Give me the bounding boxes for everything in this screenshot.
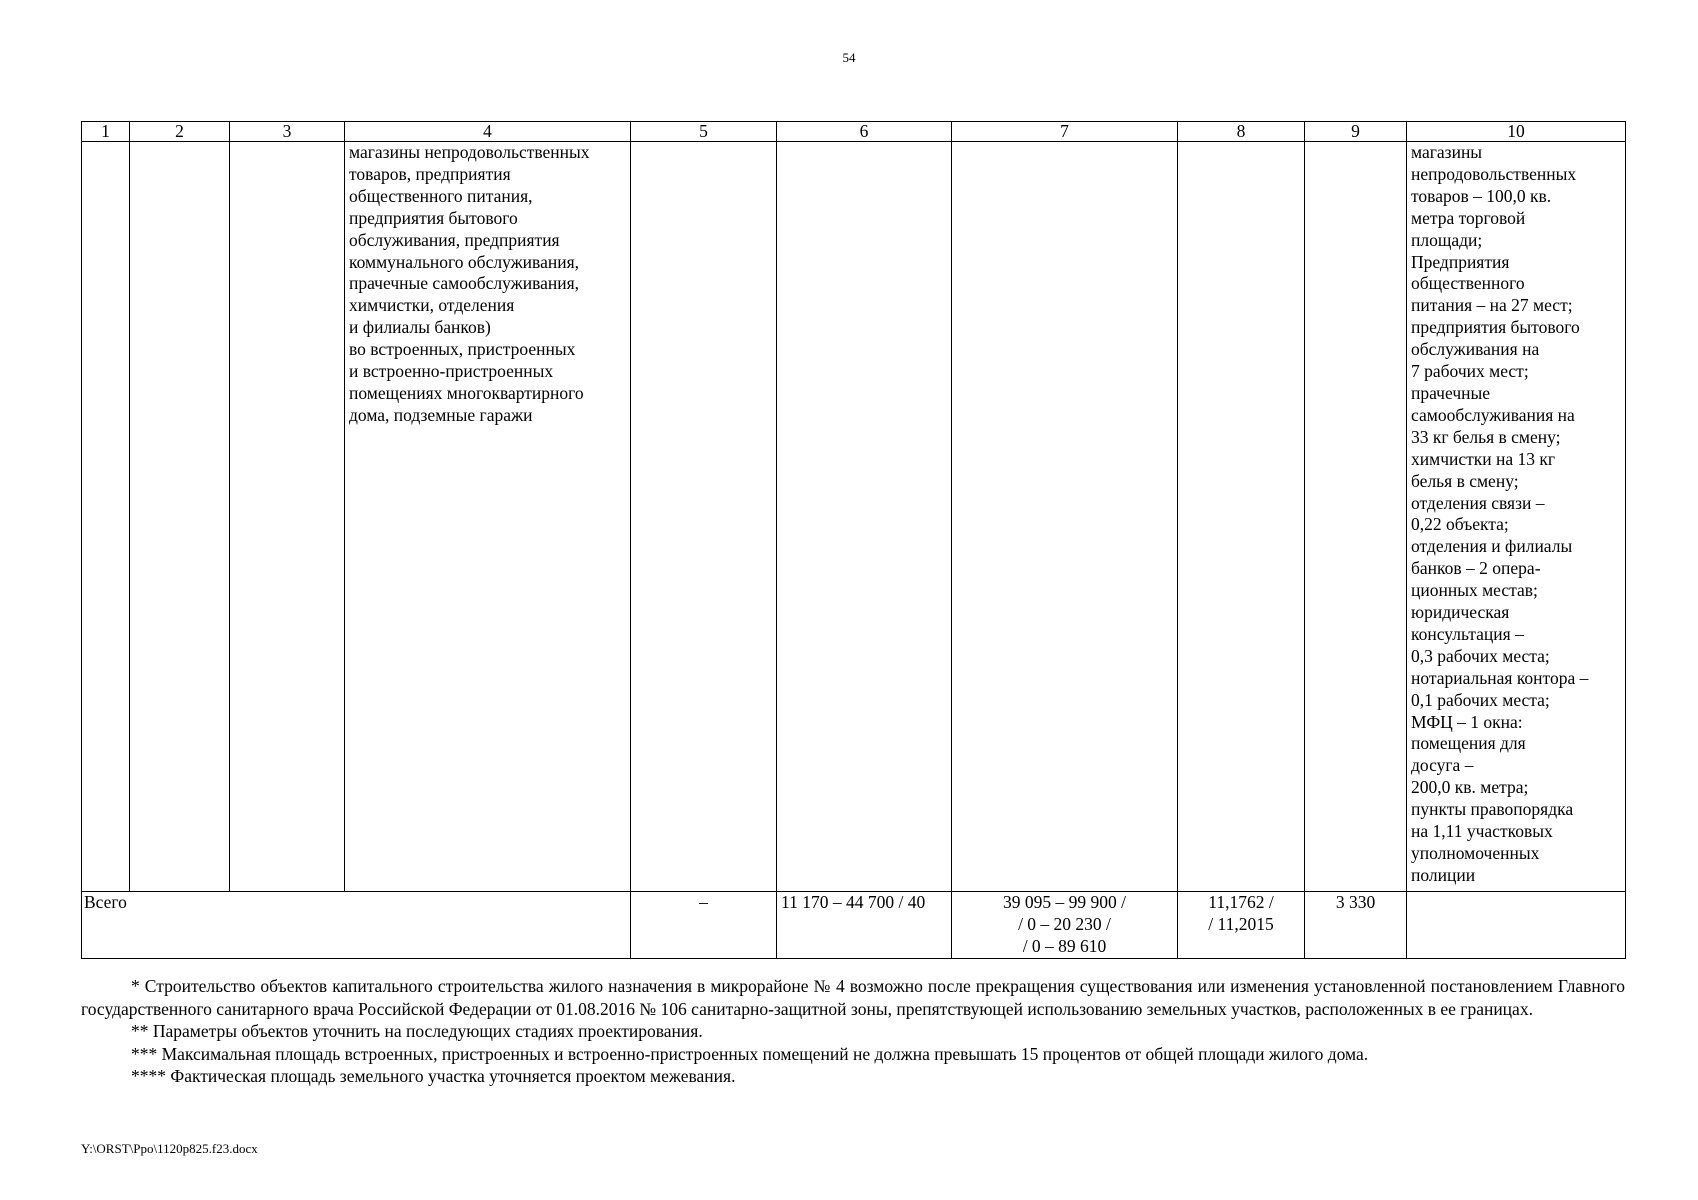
footnote-4: **** Фактическая площадь земельного участка уточняется проектом межевания. — [131, 1066, 736, 1086]
table-row — [82, 142, 1626, 892]
row-cell-5 — [631, 142, 777, 892]
total-cell-7: 39 095 – 99 900 / / 0 – 20 230 / / 0 – 89 610 — [952, 892, 1178, 959]
footnote-1: * Строительство объектов капитального строительства жилого назначения в микрорайоне № 4 возможно после прекращения существования или изменения установленной постановлением Главного государственного санитарного врача Российской Федерации от 01.08.2016 № 106 санитарно-защитной зоны, препятствующей использованию земельных участков, расположенных в ее границах. — [81, 976, 1625, 1019]
footnotes — [81, 975, 1625, 1088]
row-cell-3 — [230, 142, 345, 892]
header-cell-1: 1 — [82, 122, 130, 142]
header-cell-5: 5 — [631, 122, 777, 142]
total-cell-8: 11,1762 / / 11,2015 — [1178, 892, 1305, 959]
row-cell-1 — [82, 142, 130, 892]
total-cell-5: – — [631, 892, 777, 959]
row-cell-7 — [952, 142, 1178, 892]
data-table — [81, 121, 1626, 959]
row-cell-8 — [1178, 142, 1305, 892]
footnote-3: *** Максимальная площадь встроенных, пристроенных и встроенно-пристроенных помещений не должна превышать 15 процентов от общей площади жилого дома. — [131, 1043, 1369, 1064]
file-path: Y:\ORST\Ppo\1120p825.f23.docx — [81, 1141, 258, 1156]
row-cell-6 — [777, 142, 952, 892]
header-cell-4: 4 — [345, 122, 631, 142]
header-cell-3: 3 — [230, 122, 345, 142]
total-cell-10 — [1407, 892, 1626, 959]
header-cell-7: 7 — [952, 122, 1178, 142]
total-cell-9: 3 330 — [1305, 892, 1407, 959]
page-number: 54 — [842, 50, 856, 65]
row-cell-9 — [1305, 142, 1407, 892]
header-cell-8: 8 — [1178, 122, 1305, 142]
header-cell-2: 2 — [130, 122, 230, 142]
header-cell-6: 6 — [777, 122, 952, 142]
row-cell-capacities: магазины непродовольственных товаров – 100,0 кв. метра торговой площади; Предприятия общественного питания – на 27 мест; предприятия бытового обслуживания на 7 рабочих мест; прачечные самообслуживания на 33 кг белья в смену; химчистки на 13 кг белья в смену; отделения связи – 0,22 объекта; отделения и филиалы банков – 2 опера- ционных местав; юридическая консультация – 0,3 рабочих места; нотариальная контора – 0,1 рабочих места; МФЦ – 1 окна: помещения для досуга – 200,0 кв. метра; пункты правопорядка на 1,11 участковых уполномоченных полиции — [1407, 142, 1626, 892]
header-cell-10: 10 — [1407, 122, 1626, 142]
total-row — [82, 892, 1626, 959]
total-cell-6: 11 170 – 44 700 / 40 — [777, 892, 952, 959]
row-cell-2 — [130, 142, 230, 892]
row-cell-object-types: магазины непродовольственных товаров, предприятия общественного питания, предприятия бытового обслуживания, предприятия коммунального обслуживания, прачечные самообслуживания, химчистки, отделения и филиалы банков) во встроенных, пристроенных и встроенно-пристроенных помещениях многоквартирного дома, подземные гаражи — [345, 142, 631, 892]
header-row — [82, 122, 1626, 142]
footnote-2: ** Параметры объектов уточнить на последующих стадиях проектирования. — [131, 1021, 703, 1041]
header-cell-9: 9 — [1305, 122, 1407, 142]
total-label: Всего — [82, 892, 631, 959]
